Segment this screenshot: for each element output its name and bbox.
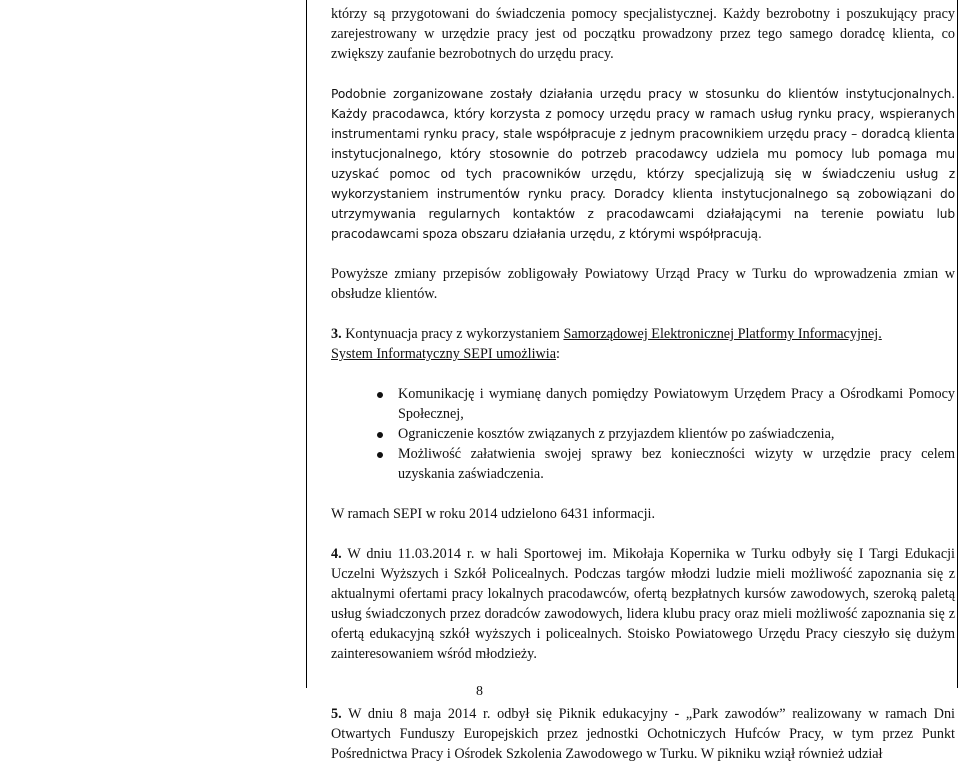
list-item — [331, 424, 955, 444]
bullet-icon — [377, 392, 383, 398]
table-left-border — [306, 0, 307, 688]
content-column — [331, 4, 955, 764]
table-right-border — [957, 0, 958, 688]
list-item — [331, 444, 955, 484]
section-4-number: 4. — [331, 546, 342, 562]
list-item-text: Komunikację i wymianę danych pomiędzy Powiatowym Urzędem Pracy a Ośrodkami Pomocy Społecznej, — [398, 386, 955, 422]
page-number: 8 — [476, 684, 483, 699]
section-3-number: 3. — [331, 326, 342, 342]
list-item-text: Ograniczenie kosztów związanych z przyjazdem klientów po zaświadczenia, — [398, 426, 835, 442]
sepi-platform-name: Samorządowej Elektronicznej Platformy Informacyjnej. — [563, 326, 882, 342]
list-item-text: Możliwość załatwienia swojej sprawy bez konieczności wizyty w urzędzie pracy celem uzyskania zaświadczenia. — [398, 446, 955, 482]
section-3-heading — [331, 324, 955, 344]
section-5-number: 5. — [331, 706, 342, 722]
sepi-subheading-colon: : — [556, 346, 560, 362]
section-5-paragraph — [331, 704, 955, 764]
paragraph-changes: Powyższe zmiany przepisów zobligowały Powiatowy Urząd Pracy w Turku do wprowadzenia zmian w obsłudze klientów. — [331, 266, 955, 302]
section-4-text: W dniu 11.03.2014 r. w hali Sportowej im. Mikołaja Kopernika w Turku odbyły się I Targi Edukacji Uczelni Wyższych i Szkół Policealnych. Podczas targów młodzi ludzie mieli możliwość zapoznania się z aktualnymi ofertami pracy lokalnych pracodawców, ofertą bezpłatnych kursów zawodowych, szeroką paletą usług świadczonych przez doradców zawodowych, lidera klubu pracy oraz mieli możliwość zapoznania się z ofertą edukacyjną szkół wyższych i policealnych. Stoisko Powiatowego Urzędu Pracy cieszyło się dużym zainteresowaniem wśród młodzieży. — [331, 546, 955, 662]
sepi-subheading — [331, 344, 955, 364]
paragraph-institutional-clients — [331, 84, 955, 244]
bullet-icon — [377, 452, 383, 458]
list-item — [331, 384, 955, 424]
advisers-duties-text: Doradcy klienta instytucjonalnego są zobowiązani do utrzymywania regularnych kontaktów z pracodawcami działającymi na terenie powiatu lub pracodawcami spoza obszaru działania urzędu, z którymi współpracują. — [331, 187, 955, 241]
bullet-icon — [377, 432, 383, 438]
section-4-paragraph — [331, 544, 955, 664]
paragraph-intro: którzy są przygotowani do świadczenia pomocy specjalistycznej. Każdy bezrobotny i poszukujący pracy zarejestrowany w urzędzie pracy jest od początku prowadzony przez tego samego doradcę klienta, co zwiększy zaufanie bezrobotnych do urzędu pracy. — [331, 6, 955, 62]
institutional-clients-text: Podobnie zorganizowane zostały działania urzędu pracy w stosunku do klientów instytucjonalnych. Każdy pracodawca, który korzysta z pomocy urzędu pracy w ramach usług rynku pracy, wspieranych instrumentami rynku pracy, stale współpracuje z jednym pracownikiem urzędu pracy – doradcą klienta instytucjonalnego, który stosownie do potrzeb pracodawcy udziela mu pomocy lub pomaga mu uzyskać pomoc od tych pracowników urzędu, którzy specjalizują się w świadczeniu usług z wykorzystaniem instrumentów rynku pracy. — [331, 87, 955, 201]
sepi-features-list — [331, 384, 955, 484]
sepi-subheading-text: System Informatyczny SEPI umożliwia — [331, 346, 556, 362]
section-5-text: W dniu 8 maja 2014 r. odbył się Piknik edukacyjny - „Park zawodów” realizowany w ramach Dni Otwartych Funduszy Europejskich przez jednostki Ochotniczych Hufców Pracy, w tym przez Punkt Pośrednictwa Pracy i Ośrodek Szkolenia Zawodowego w Turku. W pikniku wziął również udział — [331, 706, 955, 762]
sepi-info-count: W ramach SEPI w roku 2014 udzielono 6431 informacji. — [331, 506, 656, 522]
section-3-lead: Kontynuacja pracy z wykorzystaniem — [341, 326, 564, 342]
